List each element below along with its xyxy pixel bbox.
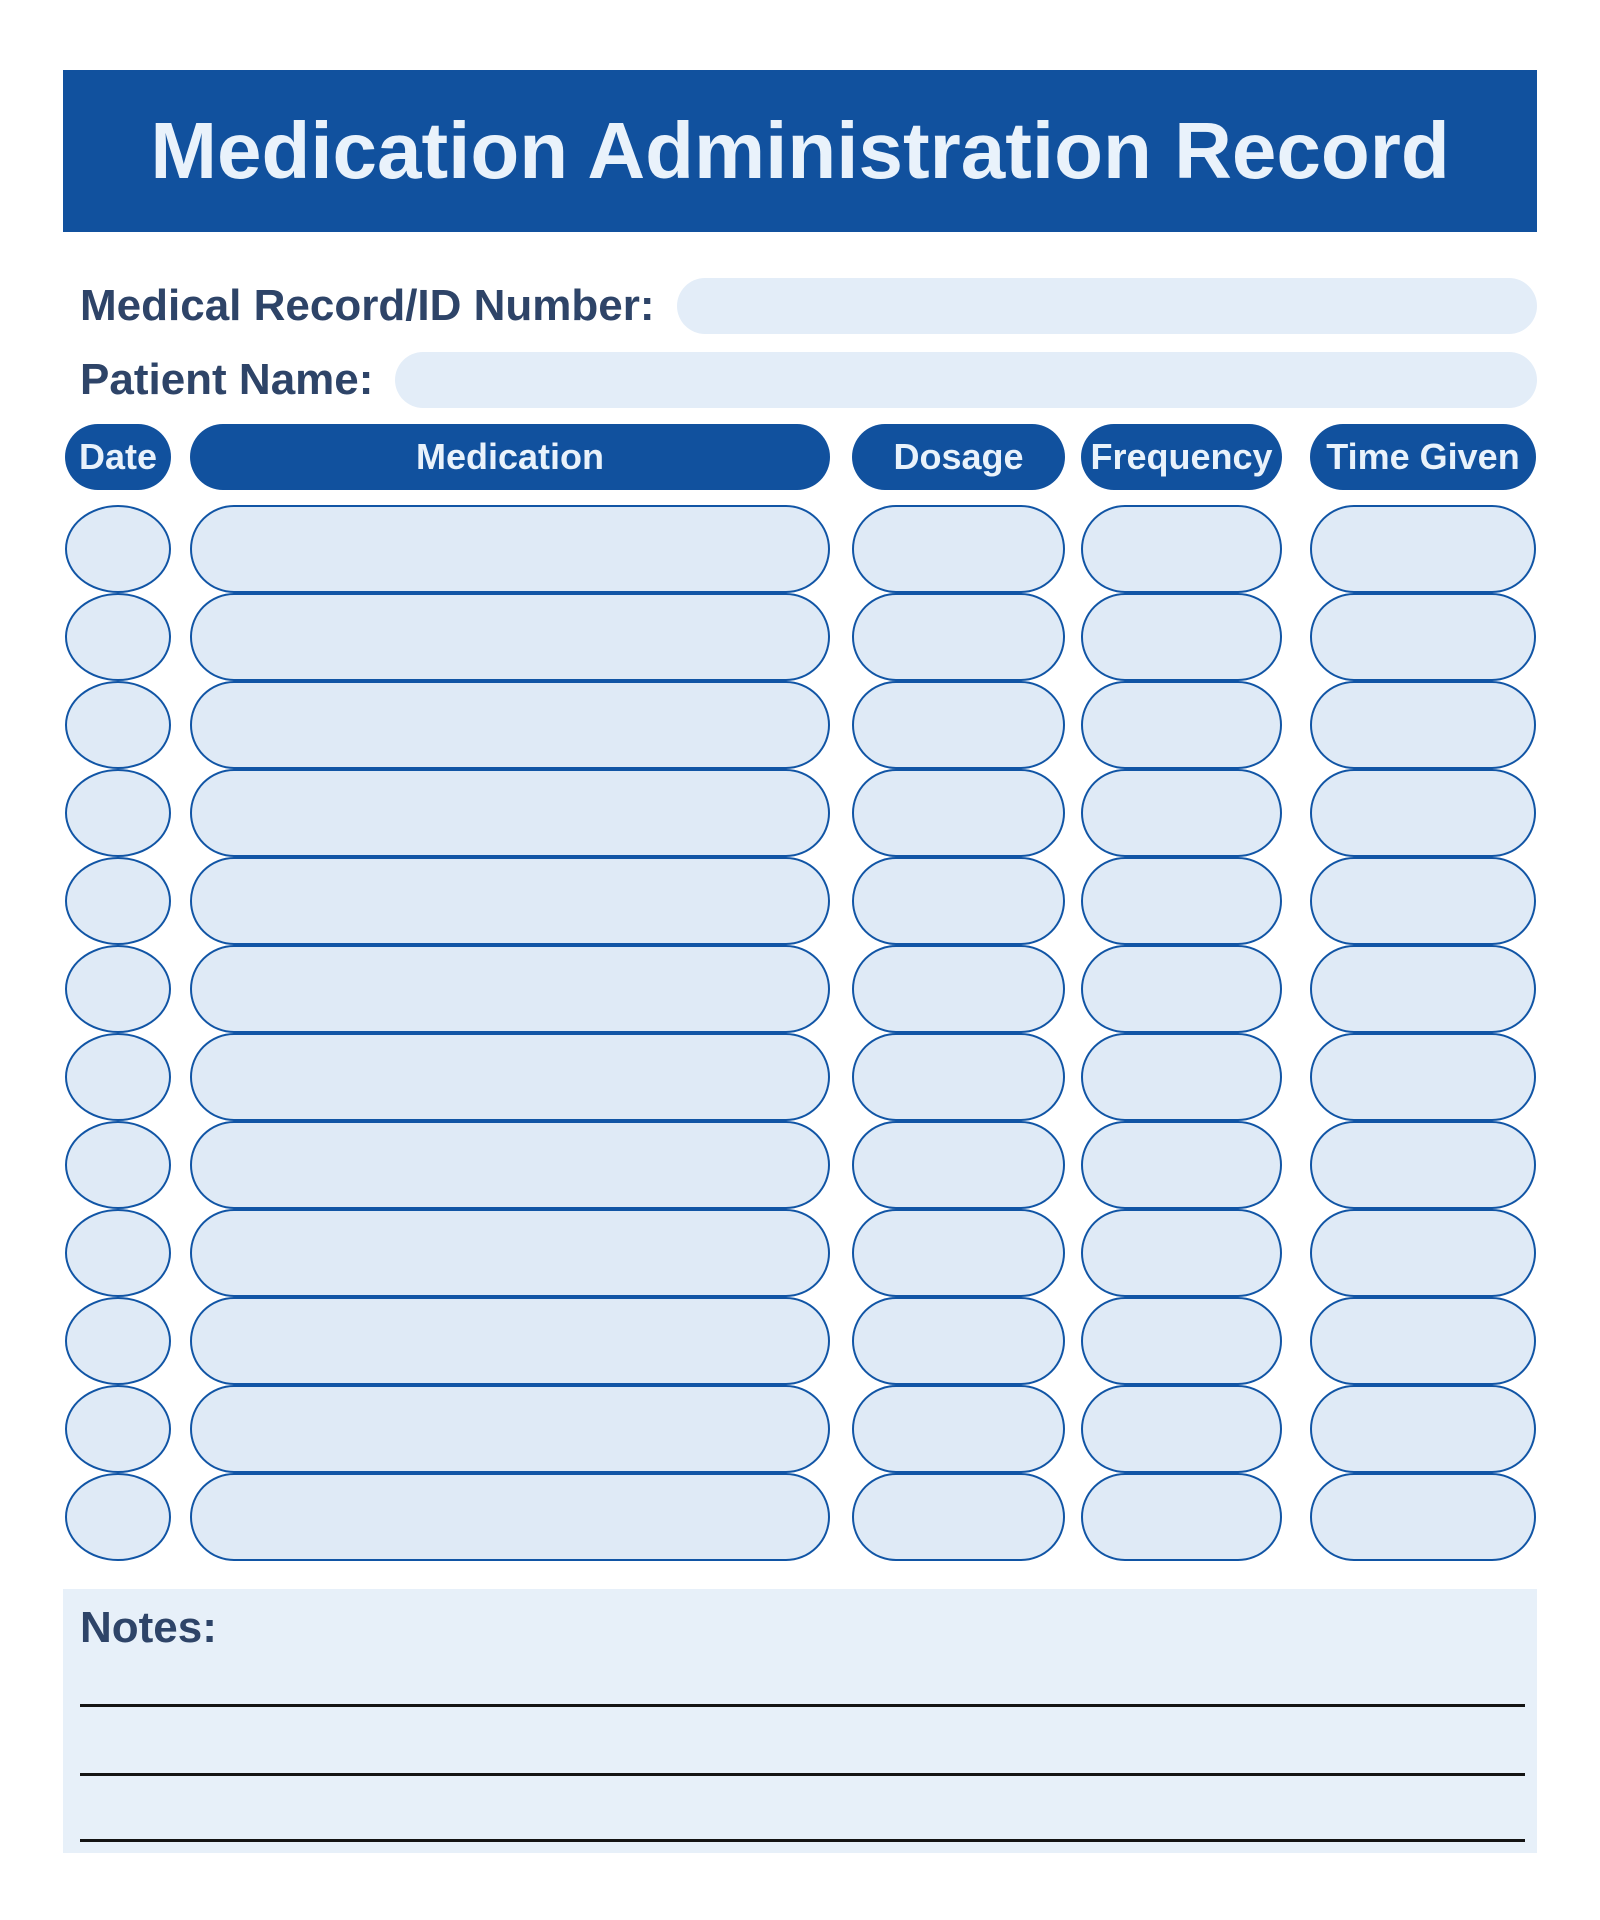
- cell-medication[interactable]: [190, 857, 830, 945]
- cell-date[interactable]: [65, 681, 171, 769]
- notes-label: Notes:: [80, 1603, 217, 1652]
- notes-writing-line[interactable]: [80, 1773, 1525, 1776]
- cell-time-given[interactable]: [1310, 593, 1536, 681]
- cell-medication[interactable]: [190, 945, 830, 1033]
- cell-time-given[interactable]: [1310, 505, 1536, 593]
- cell-date[interactable]: [65, 769, 171, 857]
- cell-frequency[interactable]: [1081, 505, 1282, 593]
- cell-dosage[interactable]: [852, 505, 1065, 593]
- cell-date[interactable]: [65, 1033, 171, 1121]
- table-row: [63, 1385, 1537, 1473]
- table-body: [63, 505, 1537, 1561]
- cell-medication[interactable]: [190, 593, 830, 681]
- page-title: Medication Administration Record: [150, 106, 1450, 195]
- table-header-row: [63, 424, 1537, 490]
- table-row: [63, 1209, 1537, 1297]
- cell-date[interactable]: [65, 505, 171, 593]
- table-row: [63, 1297, 1537, 1385]
- cell-medication[interactable]: [190, 1297, 830, 1385]
- cell-medication[interactable]: [190, 1121, 830, 1209]
- cell-frequency[interactable]: [1081, 1033, 1282, 1121]
- cell-dosage[interactable]: [852, 1297, 1065, 1385]
- column-header-dosage: Dosage: [852, 424, 1065, 490]
- cell-date[interactable]: [65, 1297, 171, 1385]
- cell-time-given[interactable]: [1310, 857, 1536, 945]
- cell-frequency[interactable]: [1081, 857, 1282, 945]
- medical-record-input[interactable]: [677, 278, 1537, 334]
- table-row: [63, 1033, 1537, 1121]
- cell-date[interactable]: [65, 1121, 171, 1209]
- form-content: [63, 70, 1537, 1853]
- column-header-medication: Medication: [190, 424, 830, 490]
- notes-section: [63, 1589, 1537, 1853]
- cell-dosage[interactable]: [852, 945, 1065, 1033]
- cell-time-given[interactable]: [1310, 1385, 1536, 1473]
- cell-date[interactable]: [65, 857, 171, 945]
- cell-time-given[interactable]: [1310, 1473, 1536, 1561]
- column-header-time-given: Time Given: [1310, 424, 1536, 490]
- patient-name-input[interactable]: [395, 352, 1537, 408]
- cell-dosage[interactable]: [852, 769, 1065, 857]
- cell-medication[interactable]: [190, 769, 830, 857]
- cell-time-given[interactable]: [1310, 1297, 1536, 1385]
- cell-dosage[interactable]: [852, 1473, 1065, 1561]
- cell-frequency[interactable]: [1081, 681, 1282, 769]
- table-row: [63, 945, 1537, 1033]
- cell-frequency[interactable]: [1081, 1209, 1282, 1297]
- cell-time-given[interactable]: [1310, 681, 1536, 769]
- cell-time-given[interactable]: [1310, 1121, 1536, 1209]
- table-row: [63, 769, 1537, 857]
- cell-dosage[interactable]: [852, 1209, 1065, 1297]
- patient-name-label: Patient Name:: [80, 355, 374, 404]
- cell-time-given[interactable]: [1310, 1209, 1536, 1297]
- cell-frequency[interactable]: [1081, 1473, 1282, 1561]
- table-row: [63, 1121, 1537, 1209]
- medication-table: [63, 424, 1537, 1561]
- cell-time-given[interactable]: [1310, 945, 1536, 1033]
- medical-record-row: [63, 278, 1537, 334]
- title-bar: [63, 70, 1537, 232]
- table-row: [63, 1473, 1537, 1561]
- cell-frequency[interactable]: [1081, 945, 1282, 1033]
- notes-writing-line[interactable]: [80, 1704, 1525, 1707]
- cell-medication[interactable]: [190, 681, 830, 769]
- cell-dosage[interactable]: [852, 1033, 1065, 1121]
- cell-time-given[interactable]: [1310, 769, 1536, 857]
- medical-record-label: Medical Record/ID Number:: [80, 281, 655, 330]
- cell-date[interactable]: [65, 945, 171, 1033]
- cell-medication[interactable]: [190, 1385, 830, 1473]
- cell-medication[interactable]: [190, 1033, 830, 1121]
- cell-dosage[interactable]: [852, 1385, 1065, 1473]
- cell-frequency[interactable]: [1081, 1121, 1282, 1209]
- cell-date[interactable]: [65, 1473, 171, 1561]
- cell-date[interactable]: [65, 593, 171, 681]
- notes-writing-line[interactable]: [80, 1839, 1525, 1842]
- table-row: [63, 681, 1537, 769]
- table-row: [63, 505, 1537, 593]
- table-row: [63, 593, 1537, 681]
- column-header-frequency: Frequency: [1081, 424, 1282, 490]
- cell-medication[interactable]: [190, 1209, 830, 1297]
- cell-dosage[interactable]: [852, 681, 1065, 769]
- cell-date[interactable]: [65, 1209, 171, 1297]
- cell-dosage[interactable]: [852, 593, 1065, 681]
- cell-medication[interactable]: [190, 1473, 830, 1561]
- cell-date[interactable]: [65, 1385, 171, 1473]
- cell-frequency[interactable]: [1081, 1385, 1282, 1473]
- cell-dosage[interactable]: [852, 857, 1065, 945]
- table-row: [63, 857, 1537, 945]
- cell-frequency[interactable]: [1081, 1297, 1282, 1385]
- cell-dosage[interactable]: [852, 1121, 1065, 1209]
- column-header-date: Date: [65, 424, 171, 490]
- cell-frequency[interactable]: [1081, 769, 1282, 857]
- cell-time-given[interactable]: [1310, 1033, 1536, 1121]
- cell-medication[interactable]: [190, 505, 830, 593]
- cell-frequency[interactable]: [1081, 593, 1282, 681]
- patient-name-row: [63, 352, 1537, 408]
